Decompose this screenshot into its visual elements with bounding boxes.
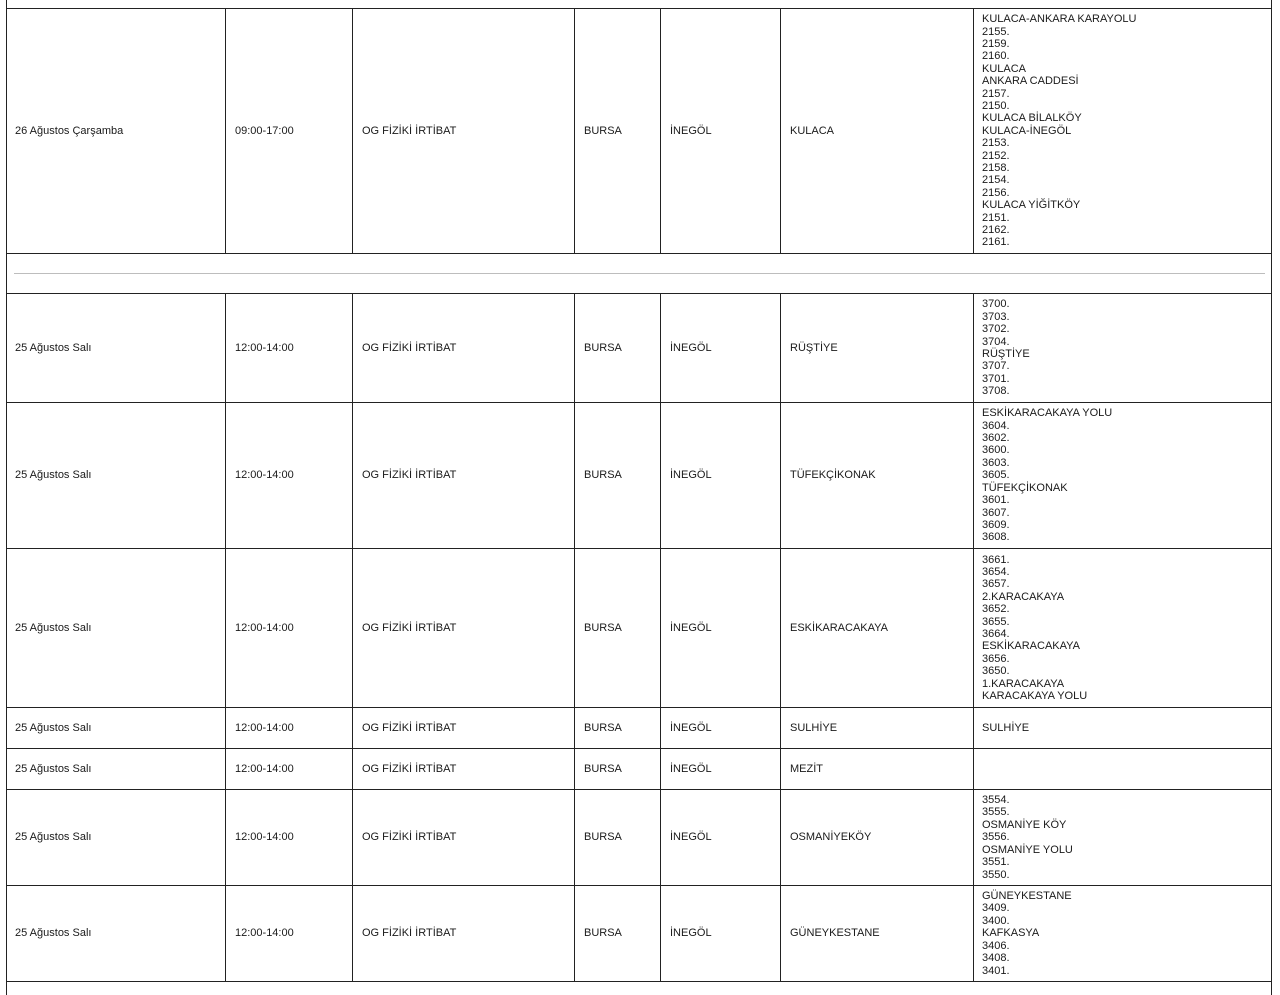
date-cell-text: 25 Ağustos Salı <box>15 621 92 634</box>
date-cell <box>6 749 226 789</box>
street-item: 3408. <box>982 952 1010 965</box>
time-cell <box>226 790 353 885</box>
work-type-cell-text: OG FİZİKİ İRTİBAT <box>362 124 457 137</box>
table-row <box>6 886 1271 982</box>
street-item: 3700. <box>982 298 1010 311</box>
streets-list <box>982 13 1136 249</box>
neighborhood-cell-text: SULHİYE <box>790 721 838 734</box>
street-item: 3701. <box>982 372 1010 385</box>
neighborhood-cell-text: RÜŞTİYE <box>790 341 838 354</box>
street-item: 1.KARACAKAYA <box>982 677 1065 690</box>
street-item: 3664. <box>982 628 1010 640</box>
streets-list <box>982 794 1073 881</box>
streets-cell <box>974 708 1271 748</box>
street-item: 2159. <box>982 37 1010 50</box>
street-item: GÜNEYKESTANE <box>982 890 1072 903</box>
table-row <box>6 749 1271 790</box>
date-cell <box>6 708 226 748</box>
street-item: 3650. <box>982 665 1010 678</box>
time-cell-text: 12:00-14:00 <box>235 621 294 634</box>
time-cell <box>226 749 353 789</box>
street-item: 2154. <box>982 174 1010 187</box>
district-cell <box>661 294 781 402</box>
neighborhood-cell <box>781 294 974 402</box>
street-item: KARACAKAYA YOLU <box>982 690 1088 703</box>
time-cell-text: 12:00-14:00 <box>235 721 294 734</box>
work-type-cell <box>353 886 575 981</box>
date-cell-text: 25 Ağustos Salı <box>15 721 92 734</box>
street-item: 3601. <box>982 494 1010 507</box>
street-item: 3708. <box>982 385 1010 398</box>
date-cell-text: 25 Ağustos Salı <box>15 831 92 844</box>
street-item: 2.KARACAKAYA <box>982 590 1065 603</box>
date-cell-text: 25 Ağustos Salı <box>15 927 92 940</box>
street-item: 2156. <box>982 186 1010 199</box>
district-cell <box>661 790 781 885</box>
street-item: TÜFEKÇİKONAK <box>982 481 1068 494</box>
street-item: 3401. <box>982 964 1010 977</box>
separator-line <box>14 273 1265 274</box>
street-item: KULACA <box>982 62 1027 75</box>
neighborhood-cell-text: OSMANİYEKÖY <box>790 831 872 844</box>
city-cell-text: BURSA <box>584 124 622 137</box>
time-cell-text: 12:00-14:00 <box>235 341 294 354</box>
street-item: 3604. <box>982 419 1010 432</box>
time-cell-text: 12:00-14:00 <box>235 831 294 844</box>
city-cell-text: BURSA <box>584 469 622 482</box>
work-type-cell-text: OG FİZİKİ İRTİBAT <box>362 469 457 482</box>
street-item: 3608. <box>982 531 1010 544</box>
street-item: 3605. <box>982 469 1010 482</box>
street-item: 3550. <box>982 868 1010 881</box>
streets-list <box>982 298 1030 397</box>
city-cell-text: BURSA <box>584 762 622 775</box>
work-type-cell <box>353 403 575 548</box>
street-item: 2157. <box>982 87 1010 100</box>
date-cell <box>6 790 226 885</box>
table-row <box>6 790 1271 886</box>
table-row <box>6 403 1271 549</box>
work-type-cell <box>353 294 575 402</box>
street-item: 3609. <box>982 518 1010 531</box>
street-item: 3400. <box>982 914 1010 927</box>
street-item: 3656. <box>982 652 1010 665</box>
neighborhood-cell <box>781 403 974 548</box>
city-cell <box>575 9 661 253</box>
date-cell-text: 25 Ağustos Salı <box>15 469 92 482</box>
street-item: RÜŞTİYE <box>982 348 1030 360</box>
time-cell <box>226 403 353 548</box>
street-item: 3702. <box>982 323 1010 336</box>
work-type-cell <box>353 549 575 707</box>
district-cell-text: İNEGÖL <box>670 621 712 634</box>
date-cell-text: 25 Ağustos Salı <box>15 762 92 775</box>
district-cell-text: İNEGÖL <box>670 762 712 775</box>
street-item: ESKİKARACAKAYA <box>982 640 1081 653</box>
street-item: 3406. <box>982 939 1010 952</box>
table-bottom-border <box>6 981 1271 982</box>
streets-list <box>982 890 1072 977</box>
street-item: 3555. <box>982 806 1010 819</box>
group-separator-row <box>6 253 1271 294</box>
street-item: 3600. <box>982 444 1010 457</box>
city-cell-text: BURSA <box>584 721 622 734</box>
neighborhood-cell <box>781 886 974 981</box>
date-cell <box>6 886 226 981</box>
date-cell <box>6 549 226 707</box>
street-item: 2161. <box>982 236 1010 249</box>
district-cell-text: İNEGÖL <box>670 124 712 137</box>
time-cell <box>226 708 353 748</box>
table-row <box>6 549 1271 708</box>
neighborhood-cell <box>781 708 974 748</box>
work-type-cell-text: OG FİZİKİ İRTİBAT <box>362 927 457 940</box>
work-type-cell <box>353 790 575 885</box>
district-cell <box>661 886 781 981</box>
streets-cell <box>974 886 1271 981</box>
neighborhood-cell <box>781 790 974 885</box>
district-cell <box>661 9 781 253</box>
city-cell <box>575 886 661 981</box>
district-cell <box>661 403 781 548</box>
street-item: OSMANİYE YOLU <box>982 843 1073 856</box>
district-cell-text: İNEGÖL <box>670 469 712 482</box>
street-item: KULACA-İNEGÖL <box>982 124 1072 137</box>
street-item: 2155. <box>982 25 1010 38</box>
streets-cell <box>974 790 1271 885</box>
street-item: 3657. <box>982 578 1010 591</box>
street-item: 3551. <box>982 856 1010 869</box>
district-cell-text: İNEGÖL <box>670 721 712 734</box>
neighborhood-cell-text: TÜFEKÇİKONAK <box>790 469 876 482</box>
work-type-cell <box>353 708 575 748</box>
streets-cell <box>974 403 1271 548</box>
work-type-cell <box>353 749 575 789</box>
street-item: KULACA BİLALKÖY <box>982 112 1082 125</box>
city-cell <box>575 708 661 748</box>
street-item: KULACA-ANKARA KARAYOLU <box>982 13 1137 26</box>
street-item: 2151. <box>982 211 1010 224</box>
street-item: 3703. <box>982 310 1010 323</box>
city-cell <box>575 403 661 548</box>
city-cell <box>575 549 661 707</box>
time-cell-text: 09:00-17:00 <box>235 124 294 137</box>
work-type-cell-text: OG FİZİKİ İRTİBAT <box>362 621 457 634</box>
neighborhood-cell-text: MEZİT <box>790 762 823 775</box>
work-type-cell <box>353 9 575 253</box>
city-cell <box>575 749 661 789</box>
street-item: 3603. <box>982 456 1010 469</box>
street-item: 3661. <box>982 553 1010 566</box>
street-item: 3707. <box>982 360 1010 373</box>
table-row <box>6 8 1271 254</box>
time-cell <box>226 294 353 402</box>
time-cell <box>226 886 353 981</box>
date-cell-text: 25 Ağustos Salı <box>15 341 92 354</box>
time-cell-text: 12:00-14:00 <box>235 762 294 775</box>
street-item: 2160. <box>982 50 1010 63</box>
time-cell-text: 12:00-14:00 <box>235 927 294 940</box>
date-cell <box>6 9 226 253</box>
street-item: 3652. <box>982 603 1010 616</box>
street-item: KAFKASYA <box>982 927 1040 940</box>
work-type-cell-text: OG FİZİKİ İRTİBAT <box>362 762 457 775</box>
street-item: 3607. <box>982 506 1010 519</box>
street-item: ESKİKARACAKAYA YOLU <box>982 407 1113 420</box>
neighborhood-cell <box>781 9 974 253</box>
neighborhood-cell <box>781 749 974 789</box>
date-cell <box>6 403 226 548</box>
street-item: 3602. <box>982 432 1010 445</box>
time-cell-text: 12:00-14:00 <box>235 469 294 482</box>
district-cell-text: İNEGÖL <box>670 927 712 940</box>
street-item: 3409. <box>982 902 1010 915</box>
neighborhood-cell <box>781 549 974 707</box>
time-cell <box>226 9 353 253</box>
streets-list <box>982 554 1087 703</box>
district-cell-text: İNEGÖL <box>670 341 712 354</box>
work-type-cell-text: OG FİZİKİ İRTİBAT <box>362 341 457 354</box>
city-cell <box>575 294 661 402</box>
city-cell-text: BURSA <box>584 341 622 354</box>
street-item: 3654. <box>982 565 1010 578</box>
streets-cell <box>974 749 1271 789</box>
streets-cell <box>974 549 1271 707</box>
neighborhood-cell-text: KULACA <box>790 124 835 137</box>
neighborhood-cell-text: ESKİKARACAKAYA <box>790 621 889 634</box>
neighborhood-cell-text: GÜNEYKESTANE <box>790 927 880 940</box>
street-item: 3554. <box>982 794 1010 807</box>
city-cell-text: BURSA <box>584 621 622 634</box>
street-item: 3704. <box>982 335 1010 348</box>
street-item: OSMANİYE KÖY <box>982 818 1067 831</box>
street-item: 2150. <box>982 99 1010 112</box>
street-item: 2153. <box>982 137 1010 150</box>
city-cell-text: BURSA <box>584 927 622 940</box>
work-type-cell-text: OG FİZİKİ İRTİBAT <box>362 831 457 844</box>
street-item: 2152. <box>982 149 1010 162</box>
street-item: 3655. <box>982 615 1010 628</box>
city-cell-text: BURSA <box>584 831 622 844</box>
city-cell <box>575 790 661 885</box>
work-type-cell-text: OG FİZİKİ İRTİBAT <box>362 721 457 734</box>
table-row <box>6 708 1271 749</box>
table-row <box>6 294 1271 403</box>
district-cell-text: İNEGÖL <box>670 831 712 844</box>
street-item: 2162. <box>982 224 1010 237</box>
streets-cell <box>974 294 1271 402</box>
street-item: SULHİYE <box>982 721 1030 734</box>
street-item: ANKARA CADDESİ <box>982 75 1079 88</box>
streets-list <box>982 722 1029 734</box>
streets-cell <box>974 9 1271 253</box>
district-cell <box>661 708 781 748</box>
street-item: 3556. <box>982 831 1010 844</box>
date-cell <box>6 294 226 402</box>
date-cell-text: 26 Ağustos Çarşamba <box>15 124 124 137</box>
streets-list <box>982 407 1112 543</box>
district-cell <box>661 749 781 789</box>
street-item: KULACA YİĞİTKÖY <box>982 199 1081 212</box>
district-cell <box>661 549 781 707</box>
time-cell <box>226 549 353 707</box>
street-item: 2158. <box>982 162 1010 175</box>
